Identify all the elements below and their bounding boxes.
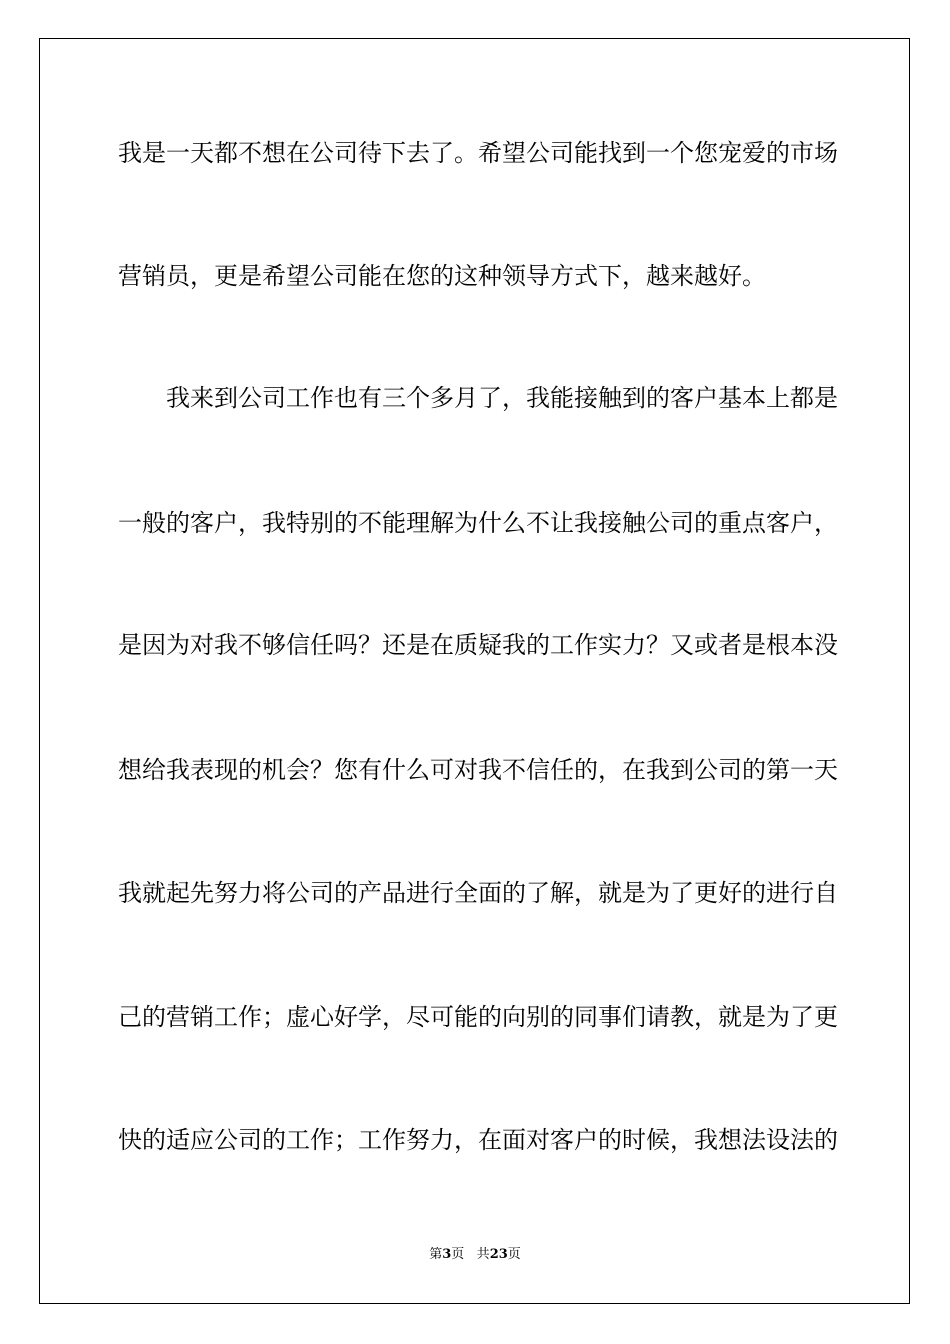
footer-page-prefix: 第 xyxy=(429,1247,443,1262)
text-line-7: 我就起先努力将公司的产品进行全面的了解，就是为了更好的进行自 xyxy=(118,879,838,907)
page-border xyxy=(39,38,910,1304)
text-line-3: 我来到公司工作也有三个多月了，我能接触到的客户基本上都是 xyxy=(118,384,838,412)
footer-total-prefix: 共 xyxy=(476,1247,490,1262)
text-line-1: 我是一天都不想在公司待下去了。希望公司能找到一个您宠爱的市场 xyxy=(118,139,838,167)
footer-total-suffix: 页 xyxy=(507,1247,521,1262)
text-line-8: 己的营销工作；虚心好学，尽可能的向别的同事们请教，就是为了更 xyxy=(118,1003,838,1031)
text-line-4: 一般的客户，我特别的不能理解为什么不让我接触公司的重点客户， xyxy=(118,509,838,537)
page-footer xyxy=(0,1246,950,1264)
text-line-5: 是因为对我不够信任吗？还是在质疑我的工作实力？又或者是根本没 xyxy=(118,631,838,659)
text-line-6: 想给我表现的机会？您有什么可对我不信任的，在我到公司的第一天 xyxy=(118,756,838,784)
footer-page-number: 3 xyxy=(442,1247,452,1262)
footer-total-pages: 23 xyxy=(489,1247,508,1262)
footer-page-suffix: 页 xyxy=(451,1247,465,1262)
text-line-2: 营销员，更是希望公司能在您的这种领导方式下，越来越好。 xyxy=(118,262,766,290)
text-line-9: 快的适应公司的工作；工作努力，在面对客户的时候，我想法设法的 xyxy=(118,1126,838,1154)
